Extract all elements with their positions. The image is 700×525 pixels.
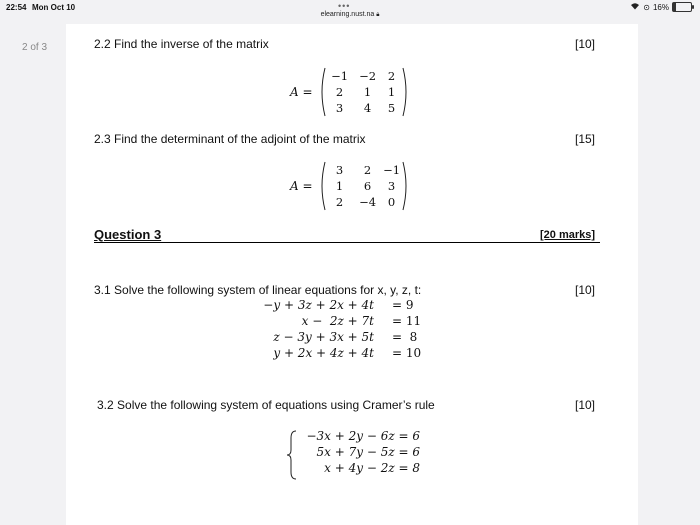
matrix-cell: 4 [363, 100, 372, 115]
matrix-cell: −1 [383, 162, 401, 177]
question-3-2-marks: [10] [575, 398, 596, 412]
equation-row: −3x + 2y − 6z = 6 [306, 429, 420, 443]
equation-rhs: = 8 [392, 330, 418, 344]
matrix-cell: 6 [363, 178, 372, 193]
matrix-cell: −1 [331, 68, 349, 83]
equation-row: 5x + 7y − 5z = 6 [316, 445, 420, 459]
matrix-cell: 1 [387, 84, 396, 99]
matrix-cell: 2 [387, 68, 396, 83]
matrix-cell: 3 [335, 162, 344, 177]
matrix-cell: 0 [387, 194, 396, 209]
equation-row [263, 298, 466, 314]
address-bar[interactable] [0, 11, 700, 19]
matrix-label: A = [290, 179, 313, 193]
battery-level-fill [673, 3, 676, 11]
matrix-cell: 3 [387, 178, 396, 193]
matrix-2-3 [290, 161, 410, 211]
url-text: elearning.nust.na [320, 11, 375, 18]
multitasking-dots-icon[interactable]: ••• [338, 1, 351, 11]
matrix-label: A = [290, 85, 313, 99]
lock-icon: 🔒︎ [376, 12, 380, 18]
status-date: Mon Oct 10 [32, 3, 76, 12]
matrix-cell: 1 [363, 84, 372, 99]
matrix-2-3-entries [326, 163, 402, 210]
question-2-3-marks: [15] [575, 132, 596, 146]
question-2-3-heading: 2.3 Find the determinant of the adjoint of the matrix [94, 132, 366, 146]
question-3-marks: [20 marks] [540, 229, 596, 241]
equation-rhs: = 11 [392, 314, 422, 328]
equation-rhs: = 10 [392, 346, 422, 360]
right-paren-icon [402, 161, 410, 211]
orientation-lock-icon: ⊙ [643, 2, 650, 12]
equation-lhs: x − 2z + 7t [301, 314, 374, 328]
equation-lhs: −y + 3z + 2x + 4t [263, 298, 374, 312]
matrix-cell: 2 [335, 84, 344, 99]
left-brace-icon [286, 430, 298, 480]
page-indicator: 2 of 3 [22, 42, 48, 53]
equation-system-3-2 [300, 429, 420, 477]
battery-percent: 16% [652, 2, 669, 12]
question-3-title: Question 3 [94, 227, 162, 242]
question-3-1-heading: 3.1 Solve the following system of linear equations for x, y, z, t: [94, 283, 422, 297]
equation-rhs: = 9 [392, 298, 414, 312]
document-page [66, 24, 638, 525]
question-2-2-marks: [10] [575, 37, 596, 51]
matrix-cell: 1 [335, 178, 344, 193]
equation-row: x + 4y − 2z = 8 [324, 461, 420, 475]
matrix-cell: 2 [335, 194, 344, 209]
matrix-cell: 5 [387, 100, 396, 115]
matrix-cell: 3 [335, 100, 344, 115]
question-3-1-marks: [10] [575, 283, 596, 297]
equation-lhs: y + 2x + 4z + 4t [273, 346, 374, 360]
matrix-cell: −4 [359, 194, 377, 209]
question-3-divider [94, 242, 600, 243]
right-paren-icon [402, 67, 410, 117]
left-paren-icon [318, 161, 326, 211]
equation-lhs: z − 3y + 3x + 5t [273, 330, 374, 344]
equation-row [266, 330, 466, 346]
equation-row [266, 346, 466, 362]
question-2-2-heading: 2.2 Find the inverse of the matrix [94, 37, 269, 51]
matrix-cell: 2 [363, 162, 372, 177]
equation-system-3-1 [263, 298, 466, 362]
matrix-cell: −2 [359, 68, 377, 83]
matrix-2-2-entries [326, 69, 402, 116]
left-paren-icon [318, 67, 326, 117]
status-time: 22:54 [6, 3, 27, 12]
question-3-2-heading: 3.2 Solve the following system of equations using Cramer’s rule [97, 398, 435, 412]
matrix-2-2 [290, 67, 410, 117]
equation-row [266, 314, 466, 330]
